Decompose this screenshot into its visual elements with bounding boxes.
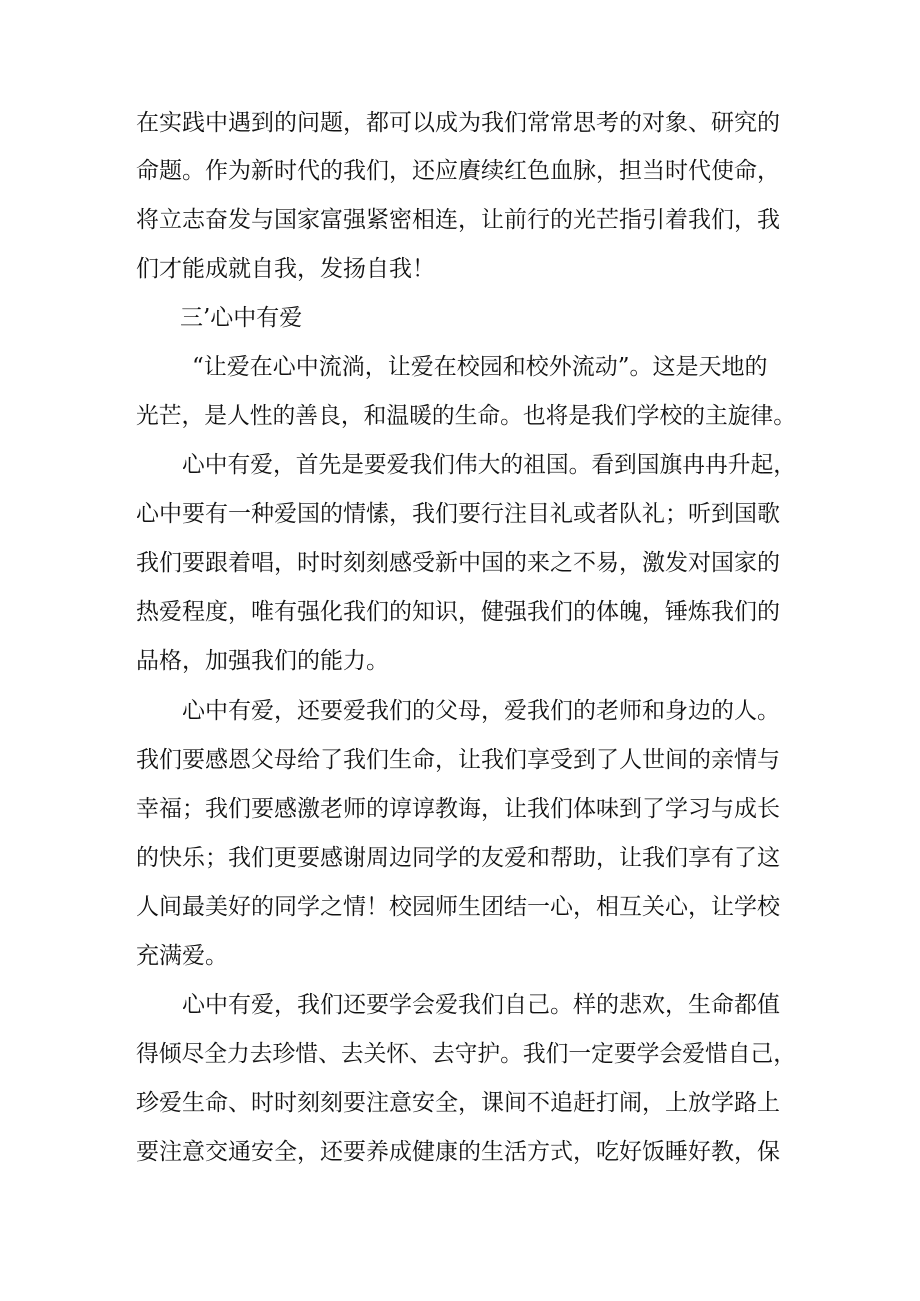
text-line: 人间最美好的同学之情！校园师生团结一心，相互关心，让学校	[136, 894, 780, 920]
text-line: 们才能成就自我，发扬自我！	[136, 256, 435, 282]
paragraph-start-line: 心中有爱，我们还要学会爱我们自己。样的悲欢，生命都值	[182, 992, 780, 1018]
paragraph-start-line: 心中有爱，首先是要爱我们伟大的祖国。看到国旗冉冉升起，	[182, 452, 796, 478]
text-line: 将立志奋发与国家富强紧密相连，让前行的光芒指引着我们，我	[136, 207, 780, 233]
text-line: 在实践中遇到的问题，都可以成为我们常常思考的对象、研究的	[136, 110, 780, 136]
text-line: 我们要感恩父母给了我们生命，让我们享受到了人世间的亲情与	[136, 747, 780, 773]
text-line: 心中要有一种爱国的情愫，我们要行注目礼或者队礼；听到国歌	[136, 501, 780, 527]
text-line: 命题。作为新时代的我们，还应賡续红色血脉，担当时代使命，	[136, 158, 780, 184]
text-line: 幸福；我们要感激老师的谆谆教诲，让我们体味到了学习与成长	[136, 796, 780, 822]
text-line: 品格，加强我们的能力。	[136, 648, 389, 674]
section-heading: 三’心中有爱	[180, 305, 303, 331]
text-line: 热爱程度，唯有强化我们的知识，健强我们的体魄，锤炼我们的	[136, 599, 780, 625]
text-line: 要注意交通安全，还要养成健康的生活方式，吃好饭睡好教，保	[136, 1139, 780, 1165]
text-line: 珍爱生命、时时刻刻要注意安全，课间不追赶打闹，上放学路上	[136, 1090, 780, 1116]
text-line: 充满爱。	[136, 943, 228, 969]
text-line: 我们要跟着唱，时时刻刻感受新中国的来之不易，激发对国家的	[136, 550, 780, 576]
paragraph-start-line: “让爱在心中流淌，让爱在校园和校外流动”。这是天地的	[192, 354, 768, 380]
text-line: 的快乐；我们更要感谢周边同学的友爱和帮助，让我们享有了这	[136, 845, 780, 871]
paragraph-start-line: 心中有爱，还要爱我们的父母，爱我们的老师和身边的人。	[182, 698, 780, 724]
text-line: 光芒，是人性的善良，和温暖的生命。也将是我们学校的主旋律。	[136, 403, 796, 429]
text-line: 得倾尽全力去珍惜、去关怀、去守护。我们一定要学会爱惜自己，	[136, 1041, 796, 1067]
